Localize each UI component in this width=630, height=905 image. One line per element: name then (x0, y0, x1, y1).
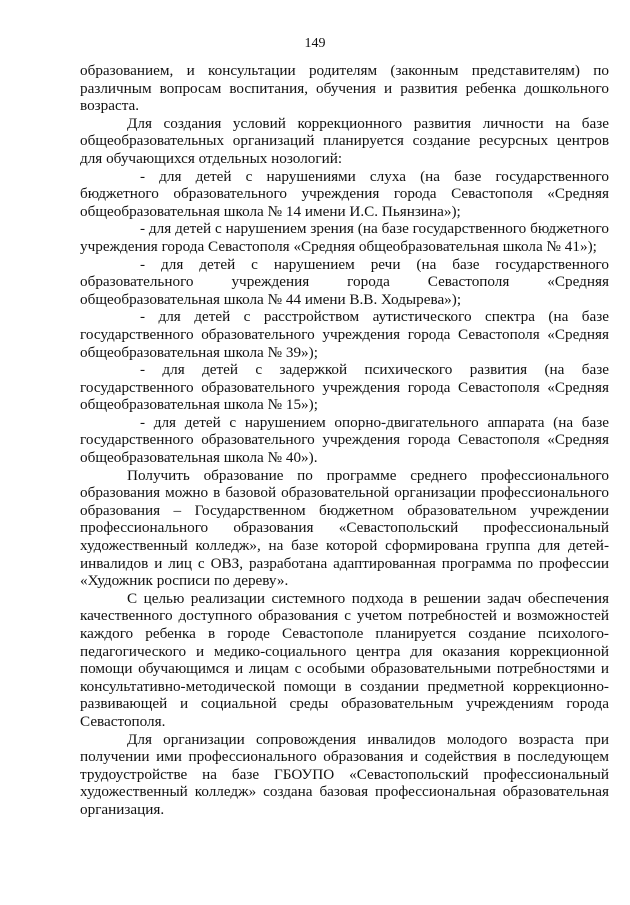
paragraph-resource-centers-intro: Для создания условий коррекционного развития личности на базе общеобразовательных организаций планируется создание ресурсных центров для обучающихся отдельных нозологий: (80, 114, 609, 167)
paragraph-systemic-approach: С целью реализации системного подхода в решении задач обеспечения качественного доступного образования с учетом потребностей и возможностей каждого ребенка в городе Севастополе планируется создание психолого-педагогического и медико-социального центра для оказания коррекционной помощи обучающимся и лицам с особыми образовательными потребностями и консультативно-методической помощи в создании предметной коррекционно-развивающей и социальной среды образовательным учреждениям города Севастополя. (80, 589, 609, 730)
list-item: - для детей с расстройством аутистического спектра (на базе государственного образовательного учреждения города Севастополя «Средняя общеобразовательная школа № 39»); (80, 308, 609, 361)
paragraph-young-disabled-support: Для организации сопровождения инвалидов молодого возраста при получении ими профессионального образования и содействия в последующем трудоустройстве на базе ГБОУПО «Севастопольский профессиональный художественный колледж» создана базовая профессиональная образовательная организация. (80, 730, 609, 818)
paragraph-continuation: образованием, и консультации родителям (законным представителям) по различным вопросам воспитания, обучения и развития ребенка дошкольного возраста. (80, 62, 609, 115)
page-body (80, 62, 609, 819)
list-item: - для детей с нарушениями слуха (на базе государственного бюджетного образовательного учреждения города Севастополя «Средняя общеобразовательная школа № 14 имени И.С. Пьянзина»); (80, 167, 609, 220)
page-number: 149 (304, 36, 326, 51)
list-item: - для детей с нарушением опорно-двигательного аппарата (на базе государственного образовательного учреждения города Севастополя «Средняя общеобразовательная школа № 40»). (80, 413, 609, 467)
list-item: - для детей с нарушением зрения (на базе государственного бюджетного учреждения города Севастополя «Средняя общеобразовательная школа № 41»); (80, 220, 609, 255)
list-item: - для детей с нарушением речи (на базе государственного образовательного учреждения города Севастополя «Средняя общеобразовательная школа № 44 имени В.В. Ходырева»); (80, 255, 609, 308)
resource-centers-list (80, 168, 609, 467)
paragraph-vocational-education: Получить образование по программе среднего профессионального образования можно в базовой образовательной организации профессионального образования – Государственном бюджетном образовательном учреждении профессионального образования «Севастопольский профессиональный художественный колледж», на базе которой сформирована группа для детей-инвалидов и лиц с ОВЗ, разработана адаптированная программа по профессии «Художник росписи по дереву». (80, 466, 609, 590)
list-item: - для детей с задержкой психического развития (на базе государственного образовательного учреждения города Севастополя «Средняя общеобразовательная школа № 15»); (80, 361, 609, 414)
